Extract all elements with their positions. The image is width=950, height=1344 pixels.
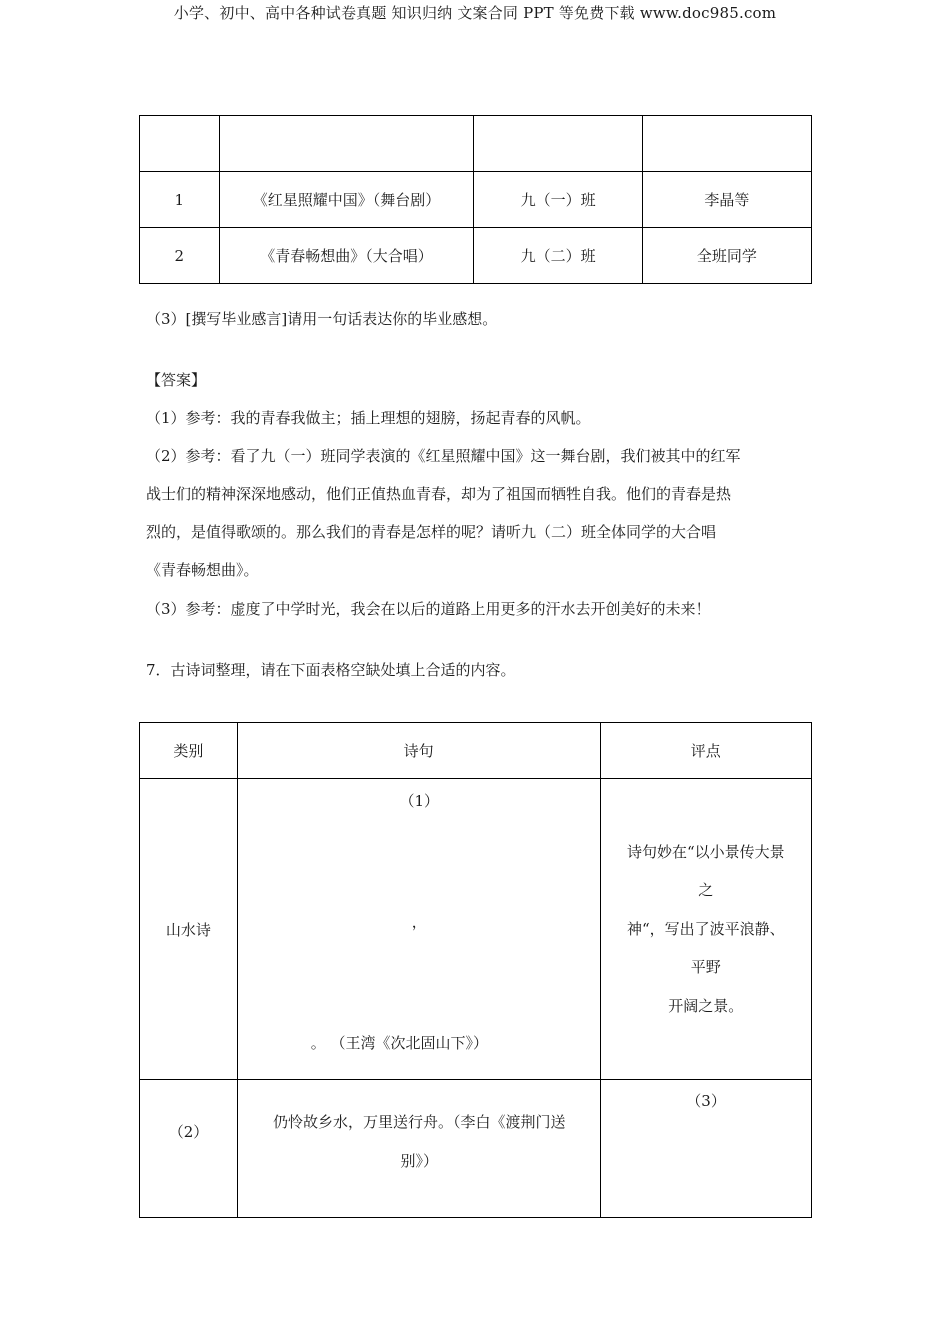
table-row [140,228,812,284]
review-line: 诗句妙在“以小景传大景 [626,842,785,861]
cell-performer: 全班同学 [642,228,811,284]
cell-review [600,779,811,1080]
table-row [140,172,812,228]
cell-verse [237,1080,600,1218]
cell-verse [237,779,600,1080]
answer-2-line: 战士们的精神深深地感动，他们正值热血青春，却为了祖国而牺牲自我。他们的青春是热 [146,485,732,503]
verse-source: 。 （王湾《次北固山下》） [310,1034,488,1052]
verse-line: 别》） [400,1152,438,1170]
cell-class: 九（一）班 [474,172,642,228]
question-7-title: 7．古诗词整理，请在下面表格空缺处填上合适的内容。 [146,661,516,679]
cell-class [474,116,642,172]
cell-program: 《青春畅想曲》（大合唱） [219,228,474,284]
cell-performer [642,116,811,172]
table-row [140,779,812,1080]
review-line: 神“，写出了波平浪静、 [626,919,785,938]
cell-review [600,1080,811,1218]
verse-comma: ， [411,913,427,931]
blank-3-label: （3） [686,1092,726,1110]
header-category: 类别 [140,723,238,779]
program-table [139,115,812,284]
header-verse: 诗句 [237,723,600,779]
table-row [140,116,812,172]
page-header: 小学、初中、高中各种试卷真题 知识归纳 文案合同 PPT 等免费下载 www.doc985.com [173,4,777,22]
cell-no: 2 [140,228,220,284]
blank-1-label: （1） [399,792,439,810]
answer-1: （1）参考：我的青春我做主；插上理想的翅膀，扬起青春的风帆。 [146,409,591,427]
blank-2-label: （2） [168,1123,209,1141]
review-line: 之 [698,881,714,900]
cell-class: 九（二）班 [474,228,642,284]
header-review: 评点 [600,723,811,779]
cell-category: 山水诗 [140,779,238,1080]
cell-no [140,116,220,172]
cell-category [140,1080,238,1218]
cell-program: 《红星照耀中国》（舞台剧） [219,172,474,228]
question-3-prompt: （3）[撰写毕业感言]请用一句话表达你的毕业感想。 [146,310,498,328]
verse-line: 仍怜故乡水，万里送行舟。（李白《渡荆门送 [272,1113,566,1131]
table-header-row [140,723,812,779]
answer-2-line: （2）参考：看了九（一）班同学表演的《红星照耀中国》这一舞台剧，我们被其中的红军 [146,447,741,465]
table-row [140,1080,812,1218]
review-line: 开阔之景。 [668,996,744,1015]
answer-3: （3）参考：虚度了中学时光，我会在以后的道路上用更多的汗水去开创美好的未来！ [146,600,711,618]
cell-no: 1 [140,172,220,228]
cell-performer: 李晶等 [642,172,811,228]
review-line: 平野 [690,958,721,977]
answer-2-line: 烈的，是值得歌颂的。那么我们的青春是怎样的呢？请听九（二）班全体同学的大合唱 [146,523,717,541]
answer-2-line: 《青春畅想曲》。 [146,561,259,579]
cell-program [219,116,474,172]
answer-title: 【答案】 [146,371,207,389]
poetry-table [139,722,812,1218]
